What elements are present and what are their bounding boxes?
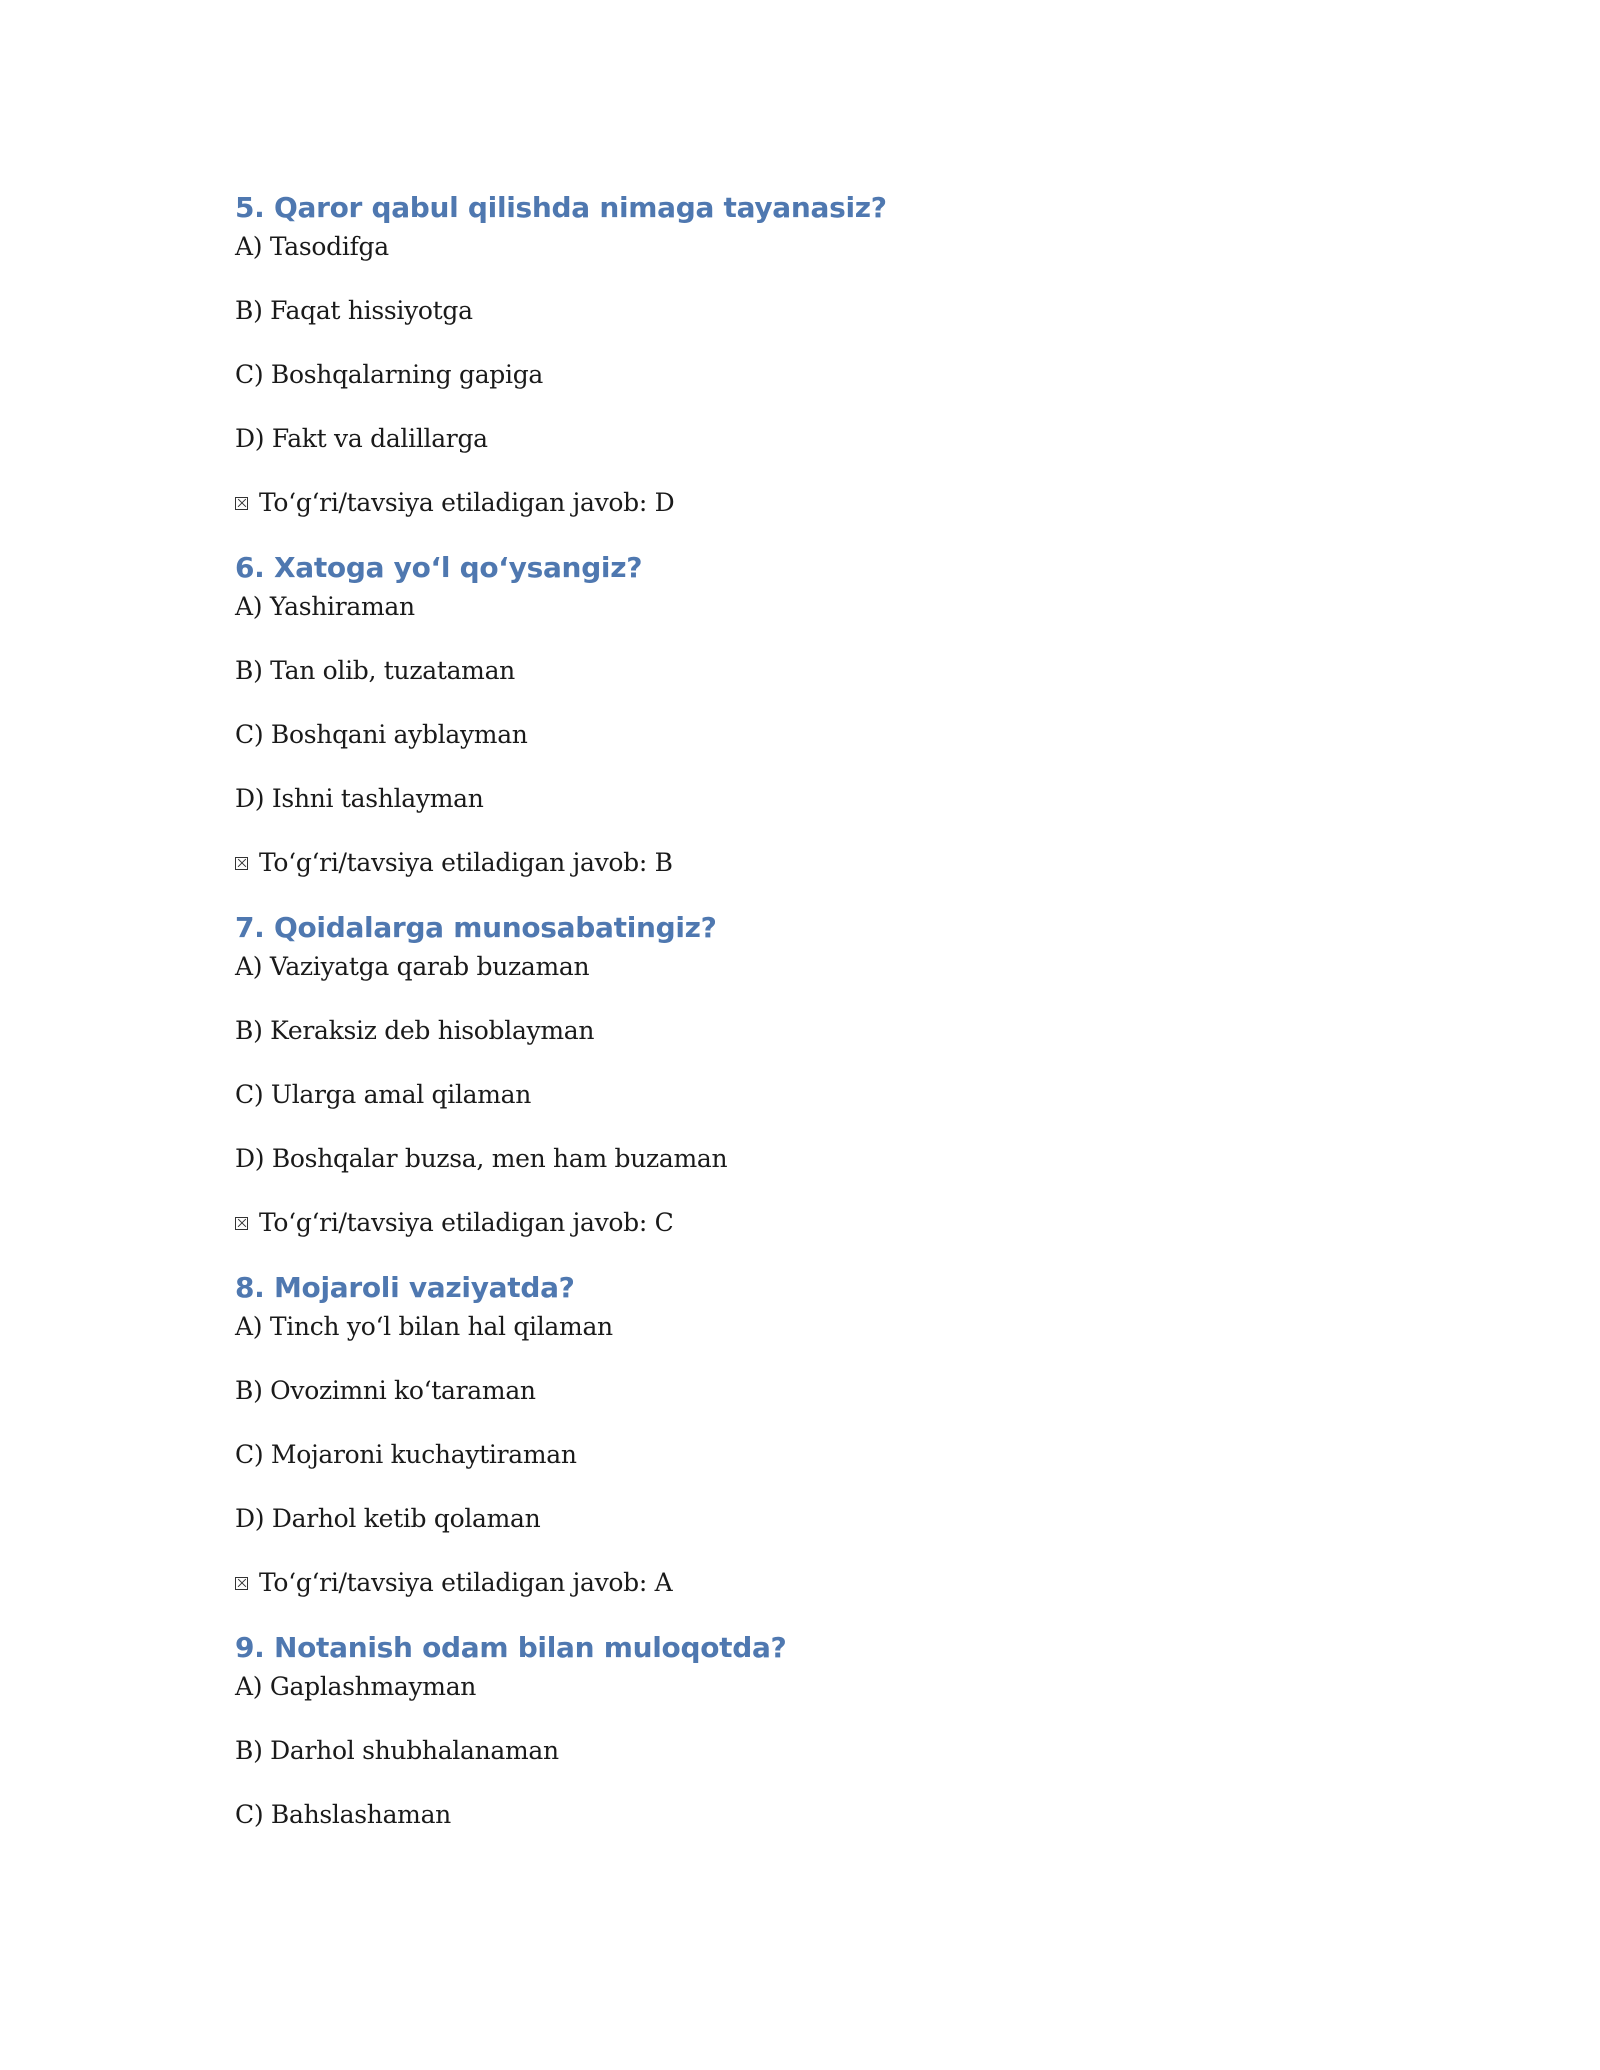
answer-text: To‘g‘ri/tavsiya etiladigan javob: B [259,848,673,877]
question-heading: 6. Xatoga yo‘l qo‘ysangiz? [235,551,643,584]
option-a: A) Tinch yo‘l bilan hal qilaman [235,1312,613,1341]
questions-list [235,186,1435,1862]
checkbox-x-icon [235,857,248,870]
question-heading: 9. Notanish odam bilan muloqotda? [235,1631,787,1664]
option-b: B) Tan olib, tuzataman [235,656,515,685]
option-b: B) Darhol shubhalanaman [235,1736,559,1765]
recommended-answer [235,486,1435,520]
option-a: A) Gaplashmayman [235,1672,477,1701]
option-b: B) Ovozimni ko‘taraman [235,1376,536,1405]
question-heading: 5. Qaror qabul qilishda nimaga tayanasiz? [235,191,887,224]
answer-text: To‘g‘ri/tavsiya etiladigan javob: C [259,1208,674,1237]
options-list [235,230,1435,456]
checkbox-x-icon [235,497,248,510]
option-c: C) Bahslashaman [235,1800,451,1829]
question-5 [235,186,1435,520]
option-d: D) Fakt va dalillarga [235,424,488,453]
option-b: B) Faqat hissiyotga [235,296,473,325]
option-d: D) Boshqalar buzsa, men ham buzaman [235,1144,728,1173]
checkbox-x-icon [235,1217,248,1230]
answer-text: To‘g‘ri/tavsiya etiladigan javob: D [259,488,675,517]
option-c: C) Boshqalarning gapiga [235,360,544,389]
options-list [235,950,1435,1176]
question-heading: 8. Mojaroli vaziyatda? [235,1271,575,1304]
question-7 [235,906,1435,1240]
option-b: B) Keraksiz deb hisoblayman [235,1016,595,1045]
question-8 [235,1266,1435,1600]
option-a: A) Tasodifga [235,232,389,261]
question-heading: 7. Qoidalarga munosabatingiz? [235,911,717,944]
options-list [235,1670,1435,1832]
option-c: C) Mojaroni kuchaytiraman [235,1440,577,1469]
option-c: C) Ularga amal qilaman [235,1080,532,1109]
question-6 [235,546,1435,880]
option-d: D) Darhol ketib qolaman [235,1504,541,1533]
option-a: A) Yashiraman [235,592,415,621]
option-a: A) Vaziyatga qarab buzaman [235,952,590,981]
checkbox-x-icon [235,1577,248,1590]
option-c: C) Boshqani ayblayman [235,720,528,749]
question-9 [235,1626,1435,1832]
options-list [235,1310,1435,1536]
answer-text: To‘g‘ri/tavsiya etiladigan javob: A [259,1568,673,1597]
recommended-answer [235,1206,1435,1240]
recommended-answer [235,846,1435,880]
options-list [235,590,1435,816]
option-d: D) Ishni tashlayman [235,784,484,813]
recommended-answer [235,1566,1435,1600]
